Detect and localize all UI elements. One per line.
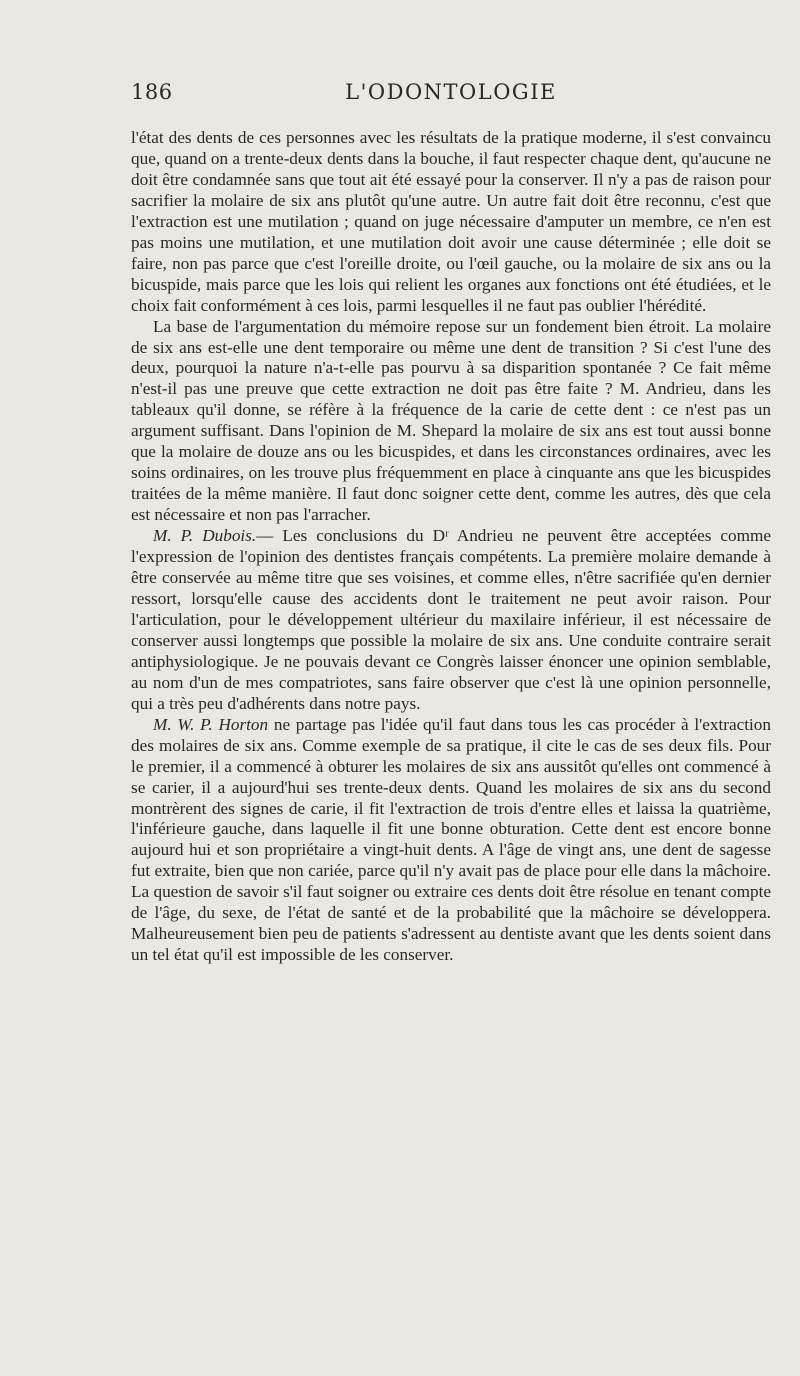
paragraph-text: — Les conclusions du Dʳ Andrieu ne peuvent être acceptées comme l'expression de l'opinion des dentistes français compétents. La première molaire demande à être conservée au même titre que ses voisines, et comme elles, n'être sacrifiée qu'en dernier ressort, lorsqu'elle cause des accidents dont le traitement ne peut avoir raison. Pour l'articulation, pour le développement ultérieur du maxilaire inférieur, il est nécessaire de conserver aussi longtemps que possible la molaire de six ans. Une conduite contraire serait antiphysiologique. Je ne pouvais devant ce Congrès laisser énoncer une opinion semblable, au nom d'un de mes compatriotes, sans faire observer que c'est là une opinion personnelle, qui a très peu d'adhérents dans notre pays. (131, 526, 771, 713)
body-text (131, 128, 771, 966)
paragraph (131, 128, 771, 317)
page-number: 186 (131, 80, 173, 104)
page-header (131, 80, 771, 110)
paragraph (131, 317, 771, 527)
paragraph-text: La base de l'argumentation du mémoire repose sur un fondement bien étroit. La molaire de six ans est-elle une dent temporaire ou même une dent de transition ? Si c'est l'une des deux, pourquoi la nature n'a-t-elle pas pourvu à sa disparition spontanée ? Ce fait même n'est-il pas une preuve que cette extraction ne doit pas être faite ? M. Andrieu, dans les tableaux qu'il donne, se réfère à la fréquence de la carie de cette dent : ce n'est pas un argument suffisant. Dans l'opinion de M. Shepard la molaire de six ans est tout aussi bonne que la molaire de douze ans ou les bicuspides, et dans les circonstances ordinaires, avec les soins ordinaires, on les trouve plus fréquemment en place à cinquante ans que les bicuspides traitées de la même manière. Il faut donc soigner cette dent, comme les autres, dès que cela est nécessaire et non pas l'arracher. (131, 316, 771, 525)
speaker-name: M. W. P. Horton (153, 714, 269, 734)
speaker-name: M. P. Dubois. (153, 526, 257, 546)
running-title: L'ODONTOLOGIE (345, 80, 557, 104)
paragraph (131, 526, 771, 715)
paragraph (131, 715, 771, 966)
paragraph-text: l'état des dents de ces personnes avec les résultats de la pratique moderne, il s'est convaincu que, quand on a trente-deux dents dans la bouche, il faut respecter chaque dent, qu'aucune ne doit être condamnée sans que tout ait été essayé pour la conserver. Il n'y a pas de raison pour sacrifier la molaire de six ans plutôt qu'une autre. Un autre fait doit être reconnu, c'est que l'extraction est une mutilation ; quand on juge nécessaire d'amputer un membre, ce n'en est pas moins une mutilation, et une mutilation doit avoir une cause déterminée ; elle doit se faire, non pas parce que c'est l'oreille droite, ou l'œil gauche, ou la molaire de six ans ou la bicuspide, mais parce que les lois qui relient les organes aux fonctions ont été étudiées, et le choix fait conformément à ces lois, parmi lesquelles il ne faut pas oublier l'hérédité. (131, 128, 771, 315)
paragraph-text: ne partage pas l'idée qu'il faut dans tous les cas procéder à l'extraction des molaires de six ans. Comme exemple de sa pratique, il cite le cas de ses deux fils. Pour le premier, il a commencé à obturer les molaires de six ans aussitôt qu'elles ont commencé à se carier, il a aujourd'hui ses trente-deux dents. Quand les molaires de six ans du second montrèrent des signes de carie, il fit l'extraction de trois d'entre elles et laissa la quatrième, l'inférieure gauche, dans laquelle il fit une bonne obturation. Cette dent est encore bonne aujourd hui et son propriétaire a vingt-huit dents. A l'âge de vingt ans, une dent de sagesse fut extraite, bien que non cariée, parce qu'il n'y avait pas de place pour elle dans la mâchoire. La question de savoir s'il faut soigner ou extraire ces dents doit être résolue en tenant compte de l'âge, du sexe, de l'état de santé et de la probabilité que la mâchoire se développera. Malheureusement bien peu de patients s'adressent au dentiste avant que les dents soient dans un tel état qu'il est impossible de les conserver. (131, 714, 771, 965)
